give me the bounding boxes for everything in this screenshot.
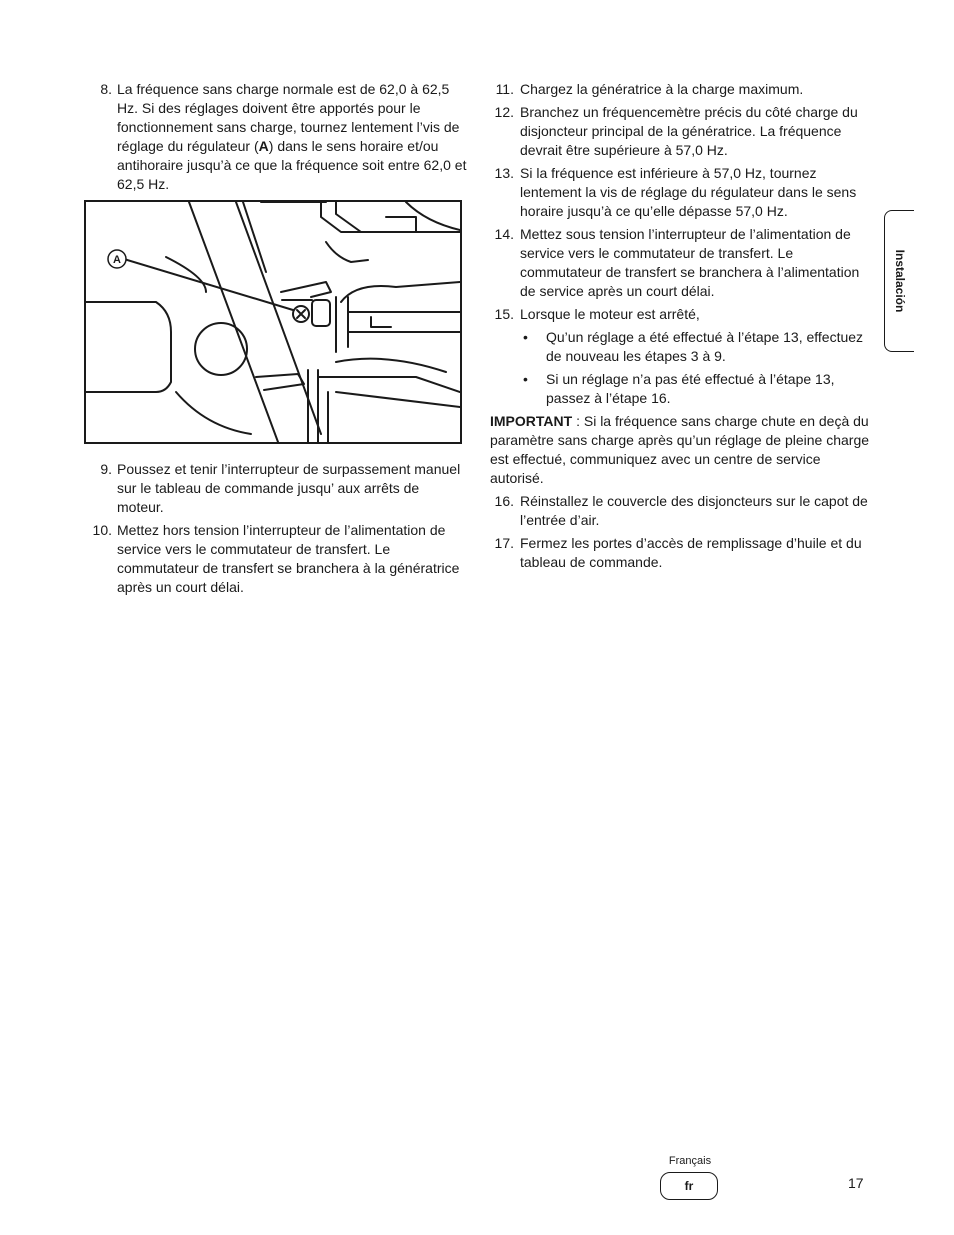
step-text-continued: ) dans le sens horaire et/ou antihoraire jusqu’à ce que la fréquence soit entre 62,0 et 62,5 Hz. [117,138,467,192]
regulator-adjustment-illustration [84,200,462,444]
important-label: IMPORTANT [490,413,573,429]
step-text: Lorsque le moteur est arrêté, [520,306,700,322]
step-text: Fermez les portes d’accès de remplissage d’huile et du tableau de commande. [520,535,862,570]
step-number: 13. [494,165,514,181]
step-number: 12. [494,104,514,120]
bullet-item [490,328,872,366]
bullet-symbol: • [523,329,528,345]
step-text: Chargez la génératrice à la charge maximum. [520,81,804,97]
step-text: La fréquence sans charge normale est de 62,0 à 62,5 Hz. Si des réglages doivent être apportés pour le fonctionnement sans charge, tournez lentement l’vis de réglage du régulateur ( [117,81,460,154]
language-code: fr [684,1179,694,1193]
step-16 [490,492,872,530]
step-15 [490,305,872,324]
step-9 [88,460,468,517]
engine-line-drawing [86,202,460,442]
bullet-item [490,370,872,408]
bullet-symbol: • [523,371,528,387]
callout-letter: A [113,254,121,266]
step-number: 16. [494,493,514,509]
left-column-lower [88,460,468,601]
section-tab-label: Instalación [892,249,907,313]
step-number: 17. [494,535,514,551]
figure-reference: A [258,138,269,154]
step-14 [490,225,872,301]
section-tab [884,210,914,352]
step-text: Réinstallez le couvercle des disjoncteurs sur le capot de l’entrée d’air. [520,493,868,528]
bullet-text: Si un réglage n’a pas été effectué à l’étape 13, passez à l’étape 16. [546,371,835,406]
step-10 [88,521,468,597]
step-number: 14. [494,226,514,242]
step-12 [490,103,872,160]
step-text: Mettez sous tension l’interrupteur de l’alimentation de service vers le commutateur de transfert. Le commutateur de transfert se branchera à l’alimentation de service après un court délai. [520,226,860,299]
step-number: 8. [100,81,112,97]
step-text: Si la fréquence est inférieure à 57,0 Hz, tournez lentement la vis de réglage du régulateur dans le sens horaire jusqu’à ce qu’elle dépasse 57,0 Hz. [520,165,857,219]
step-number: 11. [495,81,514,97]
step-number: 15. [494,306,514,322]
important-note [490,412,872,488]
step-text: Mettez hors tension l’interrupteur de l’alimentation de service vers le commutateur de transfert. Le commutateur de transfert se branchera à la génératrice après un court délai. [117,522,460,595]
right-column [490,80,872,576]
step-17 [490,534,872,572]
step-number: 9. [100,461,112,477]
left-column [88,80,468,198]
step-number: 10. [92,522,112,538]
step-text: Poussez et tenir l’interrupteur de surpassement manuel sur le tableau de commande jusqu’ aux arrêts de moteur. [117,461,461,515]
bullet-text: Qu’un réglage a été effectué à l’étape 13, effectuez de nouveau les étapes 3 à 9. [546,329,864,364]
step-text: Branchez un fréquencemètre précis du côté charge du disjoncteur principal de la génératrice. La fréquence devrait être supérieure à 57,0 Hz. [520,104,858,158]
step-13 [490,164,872,221]
step-8 [88,80,468,194]
important-text: : Si la fréquence sans charge chute en deçà du paramètre sans charge après qu’un réglage de pleine charge est effectué, communiquez avec un centre de service autorisé. [490,413,870,486]
step-11 [490,80,872,99]
page-number: 17 [848,1175,864,1191]
language-badge [660,1172,718,1200]
language-label: Français [668,1155,712,1167]
